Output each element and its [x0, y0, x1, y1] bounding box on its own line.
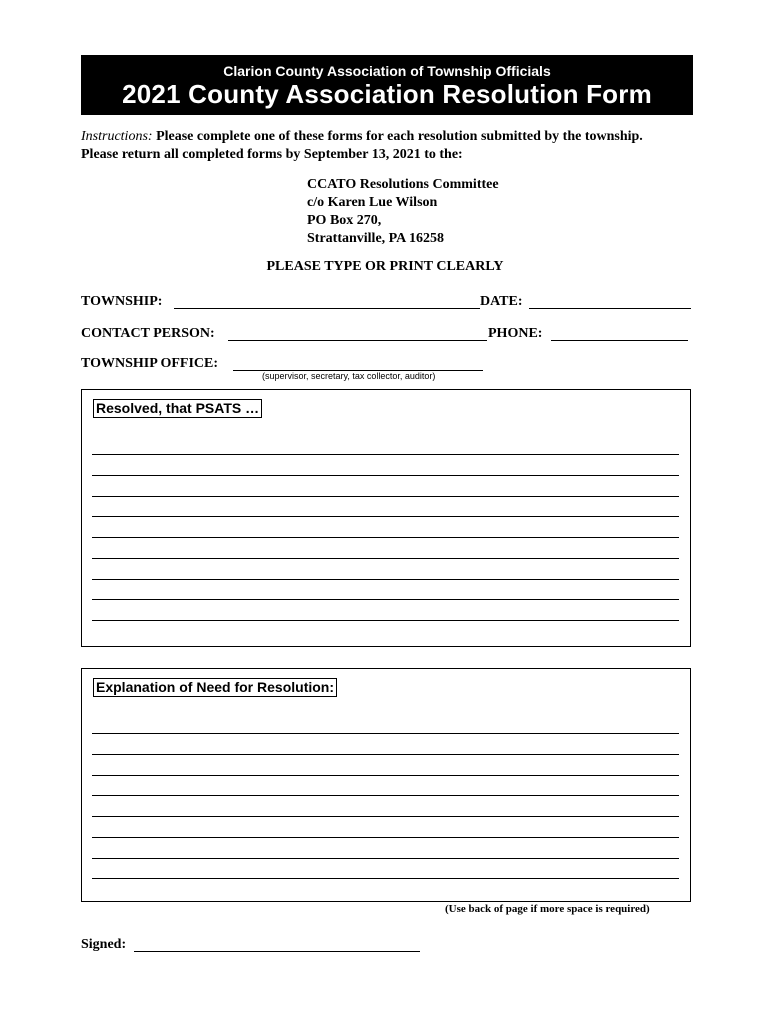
resolved-line[interactable] — [92, 454, 679, 455]
phone-label: PHONE: — [488, 326, 543, 341]
organization-name: Clarion County Association of Township Officials — [223, 63, 551, 79]
explanation-line[interactable] — [92, 775, 679, 776]
township-office-hint: (supervisor, secretary, tax collector, auditor) — [262, 371, 436, 381]
explanation-line[interactable] — [92, 878, 679, 879]
resolved-line[interactable] — [92, 558, 679, 559]
resolved-box-title: Resolved, that PSATS … — [93, 399, 262, 418]
resolved-line[interactable] — [92, 475, 679, 476]
resolved-box — [81, 389, 691, 647]
resolved-line[interactable] — [92, 620, 679, 621]
township-office-label: TOWNSHIP OFFICE: — [81, 356, 219, 371]
explanation-line[interactable] — [92, 858, 679, 859]
explanation-box — [81, 668, 691, 902]
print-clearly-notice: PLEASE TYPE OR PRINT CLEARLY — [266, 259, 504, 274]
explanation-box-title: Explanation of Need for Resolution: — [93, 678, 337, 697]
contact-person-field[interactable] — [228, 340, 487, 341]
explanation-line[interactable] — [92, 754, 679, 755]
resolved-line[interactable] — [92, 579, 679, 580]
explanation-line[interactable] — [92, 837, 679, 838]
form-title: 2021 County Association Resolution Form — [122, 79, 652, 109]
township-label: TOWNSHIP: — [81, 294, 163, 309]
phone-field[interactable] — [551, 340, 688, 341]
mailing-address — [307, 176, 499, 248]
date-label: DATE: — [480, 294, 523, 309]
resolved-line[interactable] — [92, 516, 679, 517]
explanation-line[interactable] — [92, 816, 679, 817]
instructions-line-1: Please complete one of these forms for each resolution submitted by the township. — [152, 129, 643, 144]
form-header — [81, 55, 693, 115]
resolved-line[interactable] — [92, 496, 679, 497]
explanation-line[interactable] — [92, 795, 679, 796]
address-line-2: c/o Karen Lue Wilson — [307, 195, 438, 210]
date-field[interactable] — [529, 308, 691, 309]
explanation-line[interactable] — [92, 733, 679, 734]
contact-person-label: CONTACT PERSON: — [81, 326, 215, 341]
resolved-line[interactable] — [92, 537, 679, 538]
instructions-line-2: Please return all completed forms by September 13, 2021 to the: — [81, 147, 463, 162]
instructions-lead: Instructions: — [81, 129, 153, 144]
address-line-3: PO Box 270, — [307, 213, 382, 228]
signature-field[interactable] — [134, 951, 420, 952]
address-line-4: Strattanville, PA 16258 — [307, 231, 445, 246]
signed-label: Signed: — [81, 937, 127, 952]
township-field[interactable] — [174, 308, 480, 309]
instructions — [81, 128, 701, 164]
address-line-1: CCATO Resolutions Committee — [307, 177, 499, 192]
more-space-note: (Use back of page if more space is required) — [445, 903, 650, 915]
resolved-line[interactable] — [92, 599, 679, 600]
